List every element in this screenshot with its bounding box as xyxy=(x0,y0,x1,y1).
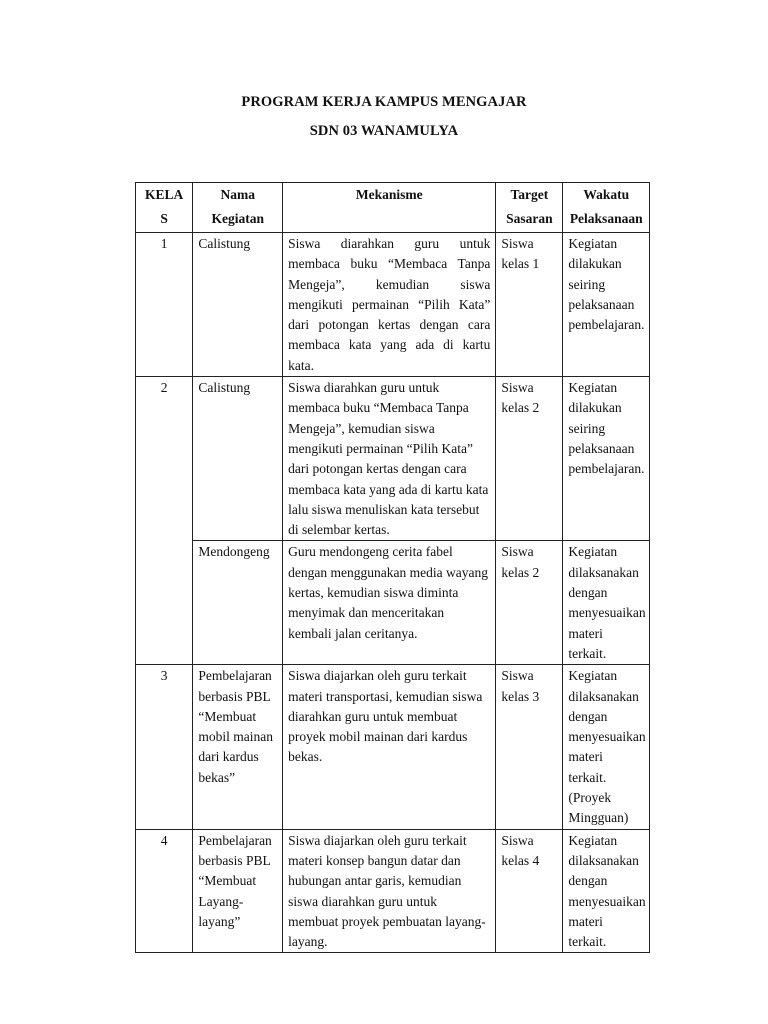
nama-kegiatan-cell: Calistung xyxy=(193,377,283,541)
waktu-cell: Kegiatan dilakukan seiring pelaksanaan pembelajaran. xyxy=(563,377,650,541)
nama-kegiatan-cell: Mendongeng xyxy=(193,541,283,665)
school-name: SDN 03 WANAMULYA xyxy=(309,123,459,139)
mekanisme-cell: Siswa diajarkan oleh guru terkait materi transportasi, kemudian siswa diarahkan guru untuk membuat proyek mobil mainan dari kardus bekas. xyxy=(283,665,496,829)
table-row xyxy=(136,377,650,541)
table-row xyxy=(136,665,650,829)
kelas-cell: 4 xyxy=(136,829,193,953)
table-header-row xyxy=(136,183,650,233)
mekanisme-cell: Siswa diajarkan oleh guru terkait materi konsep bangun datar dan hubungan antar garis, kemudian siswa diarahkan guru untuk membuat proyek pembuatan layang-layang. xyxy=(283,829,496,953)
header-target-line2: Sasaran xyxy=(506,211,553,226)
header-target-line1: Target xyxy=(510,187,549,202)
table-row xyxy=(136,541,650,665)
table-row xyxy=(136,233,650,377)
nama-kegiatan-cell: Calistung xyxy=(193,233,283,377)
header-waktu-pelaksanaan xyxy=(563,183,650,233)
target-cell: Siswa kelas 2 xyxy=(496,377,563,541)
header-kelas-line1: KELA xyxy=(145,187,184,202)
header-kelas-line2: S xyxy=(160,211,168,226)
header-nama-kegiatan xyxy=(193,183,283,233)
header-kelas xyxy=(136,183,193,233)
header-waktu-line2: Pelaksanaan xyxy=(569,211,643,226)
target-cell: Siswa kelas 3 xyxy=(496,665,563,829)
header-target-sasaran xyxy=(496,183,563,233)
waktu-cell: Kegiatan dilaksanakan dengan menyesuaikan materi terkait. (Proyek Mingguan) xyxy=(563,665,650,829)
mekanisme-cell: Guru mendongeng cerita fabel dengan menggunakan media wayang kertas, kemudian siswa diminta menyimak dan menceritakan kembali jalan ceritanya. xyxy=(283,541,496,665)
kelas-cell: 1 xyxy=(136,233,193,377)
program-table xyxy=(135,182,650,953)
header-nama-line1: Nama xyxy=(220,187,255,202)
target-cell: Siswa kelas 4 xyxy=(496,829,563,953)
header-mekanisme-line1: Mekanisme xyxy=(355,187,423,202)
target-cell: Siswa kelas 1 xyxy=(496,233,563,377)
header-mekanisme xyxy=(283,183,496,233)
waktu-cell: Kegiatan dilaksanakan dengan menyesuaikan materi terkait. xyxy=(563,541,650,665)
header-waktu-line1: Wakatu xyxy=(583,187,630,202)
nama-kegiatan-cell: Pembelajaran berbasis PBL “Membuat mobil mainan dari kardus bekas” xyxy=(193,665,283,829)
target-cell: Siswa kelas 2 xyxy=(496,541,563,665)
waktu-cell: Kegiatan dilakukan seiring pelaksanaan pembelajaran. xyxy=(563,233,650,377)
nama-kegiatan-cell: Pembelajaran berbasis PBL “Membuat Layang-layang” xyxy=(193,829,283,953)
kelas-cell: 2 xyxy=(136,377,193,665)
header-nama-line2: Kegiatan xyxy=(211,211,264,226)
kelas-cell: 3 xyxy=(136,665,193,829)
mekanisme-cell: Siswa diarahkan guru untuk membaca buku “Membaca Tanpa Mengeja”, kemudian siswa mengikuti permainan “Pilih Kata” dari potongan kertas dengan cara membaca kata yang ada di kartu kata lalu siswa menuliskan kata tersebut di selembar kertas. xyxy=(283,377,496,541)
table-row xyxy=(136,829,650,953)
waktu-cell: Kegiatan dilaksanakan dengan menyesuaikan materi terkait. xyxy=(563,829,650,953)
mekanisme-cell: Siswa diarahkan guru untuk membaca buku “Membaca Tanpa Mengeja”, kemudian siswa mengikuti permainan “Pilih Kata” dari potongan kertas dengan cara membaca kata yang ada di kartu kata. xyxy=(283,233,496,377)
document-title: PROGRAM KERJA KAMPUS MENGAJAR xyxy=(241,94,527,110)
